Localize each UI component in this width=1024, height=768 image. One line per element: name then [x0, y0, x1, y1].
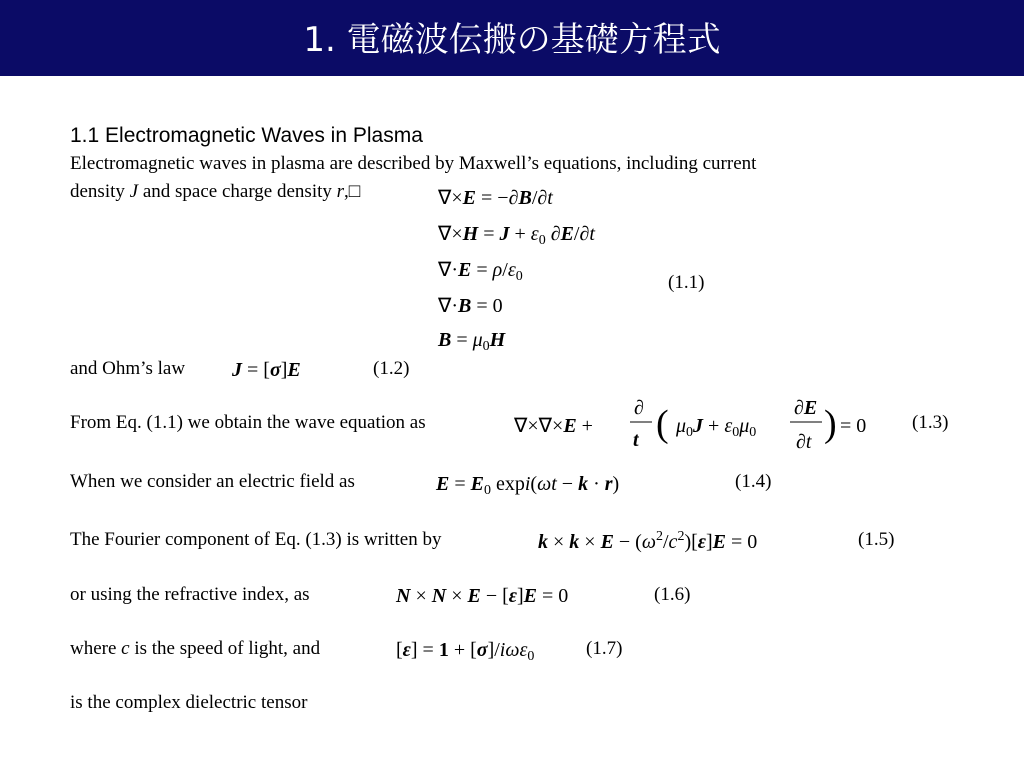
ohm-text: and Ohm’s law: [70, 358, 186, 379]
svg-text:∂t: ∂t: [796, 431, 812, 453]
equation-number-1-5: (1.5): [858, 529, 895, 550]
field-text: When we consider an electric field as: [70, 471, 355, 492]
svg-text:= 0: = 0: [840, 415, 867, 437]
dielectric-equation: [392, 632, 562, 668]
svg-text:t: t: [633, 429, 639, 451]
svg-text:μ0J + ε0μ0: $\mu_0J + \varepsilon_0\mu_0$: [676, 415, 757, 440]
maxwell-equations: [430, 180, 690, 355]
svg-text:∇×H = J + ε0 ∂E/∂t: $\nabla\times H = J + \varepsilon_0$ ∂E/∂t: [438, 223, 595, 248]
intro-line-1: Electromagnetic waves in plasma are described by Maxwell’s equations, including current: [70, 153, 757, 174]
wave-text: From Eq. (1.1) we obtain the wave equation as: [70, 412, 426, 433]
fourier-text: The Fourier component of Eq. (1.3) is written by: [70, 529, 442, 550]
slide-title: 1. 電磁波伝搬の基礎方程式: [303, 20, 721, 60]
svg-text:∇×∇×E +: ∇×∇×E +: [514, 415, 593, 437]
refractive-text: or using the refractive index, as: [70, 584, 310, 605]
svg-text:∇·B = 0: ∇·B = 0: [438, 295, 503, 317]
svg-text:N × N × E − [ε]E = 0: N × N × E − [ε]E = 0: [396, 585, 569, 607]
equation-number-1-6: (1.6): [654, 584, 691, 605]
equation-number-1-2: (1.2): [373, 358, 410, 379]
equation-number-1-1: (1.1): [668, 272, 705, 293]
equation-number-1-7: (1.7): [586, 638, 623, 659]
refractive-equation: [392, 578, 602, 612]
intro-line-2: density J and space charge density r,□: [70, 181, 361, 202]
equation-number-1-4: (1.4): [735, 471, 772, 492]
svg-text:B = μ0H: $B = \mu_0H$: [438, 329, 506, 354]
field-equation: [432, 466, 672, 500]
svg-text:J = [σ]E: J = [σ]E: [232, 359, 301, 381]
svg-text:∇×E = −∂B/∂t: ∇×E = −∂B/∂t: [438, 187, 553, 209]
fourier-equation: [534, 520, 824, 558]
wave-equation: [510, 390, 890, 460]
closing-text: is the complex dielectric tensor: [70, 692, 308, 713]
title-bar: [0, 0, 1024, 76]
svg-text:(: (: [656, 403, 669, 445]
ohm-equation: [228, 352, 328, 386]
svg-text:∂E: ∂E: [794, 397, 818, 419]
svg-text:): ): [824, 403, 837, 445]
svg-text:∇·E = ρ/ε0: $\nabla\cdot E = \rho/\varepsilon_0$: [438, 259, 523, 284]
equation-number-1-3: (1.3): [912, 412, 949, 433]
section-heading: 1.1 Electromagnetic Waves in Plasma: [70, 124, 423, 147]
svg-text:[ε] = 1 + [σ]/iωε0: [ε] = 1 + [σ]/iωε$_0$: [396, 639, 535, 664]
svg-text:E = E0 expi(ωt − k · r): $E = E_0$ expi(ωt − k · r): [436, 473, 620, 498]
svg-text:k × k × E − (ω2/c2)[ε]E = 0: $k \times k \times E - (\omega^2/c^2)[\varepsilon]E = 0$: [538, 529, 758, 553]
speed-text: where c is the speed of light, and: [70, 638, 321, 659]
svg-text:∂: ∂: [634, 397, 644, 419]
